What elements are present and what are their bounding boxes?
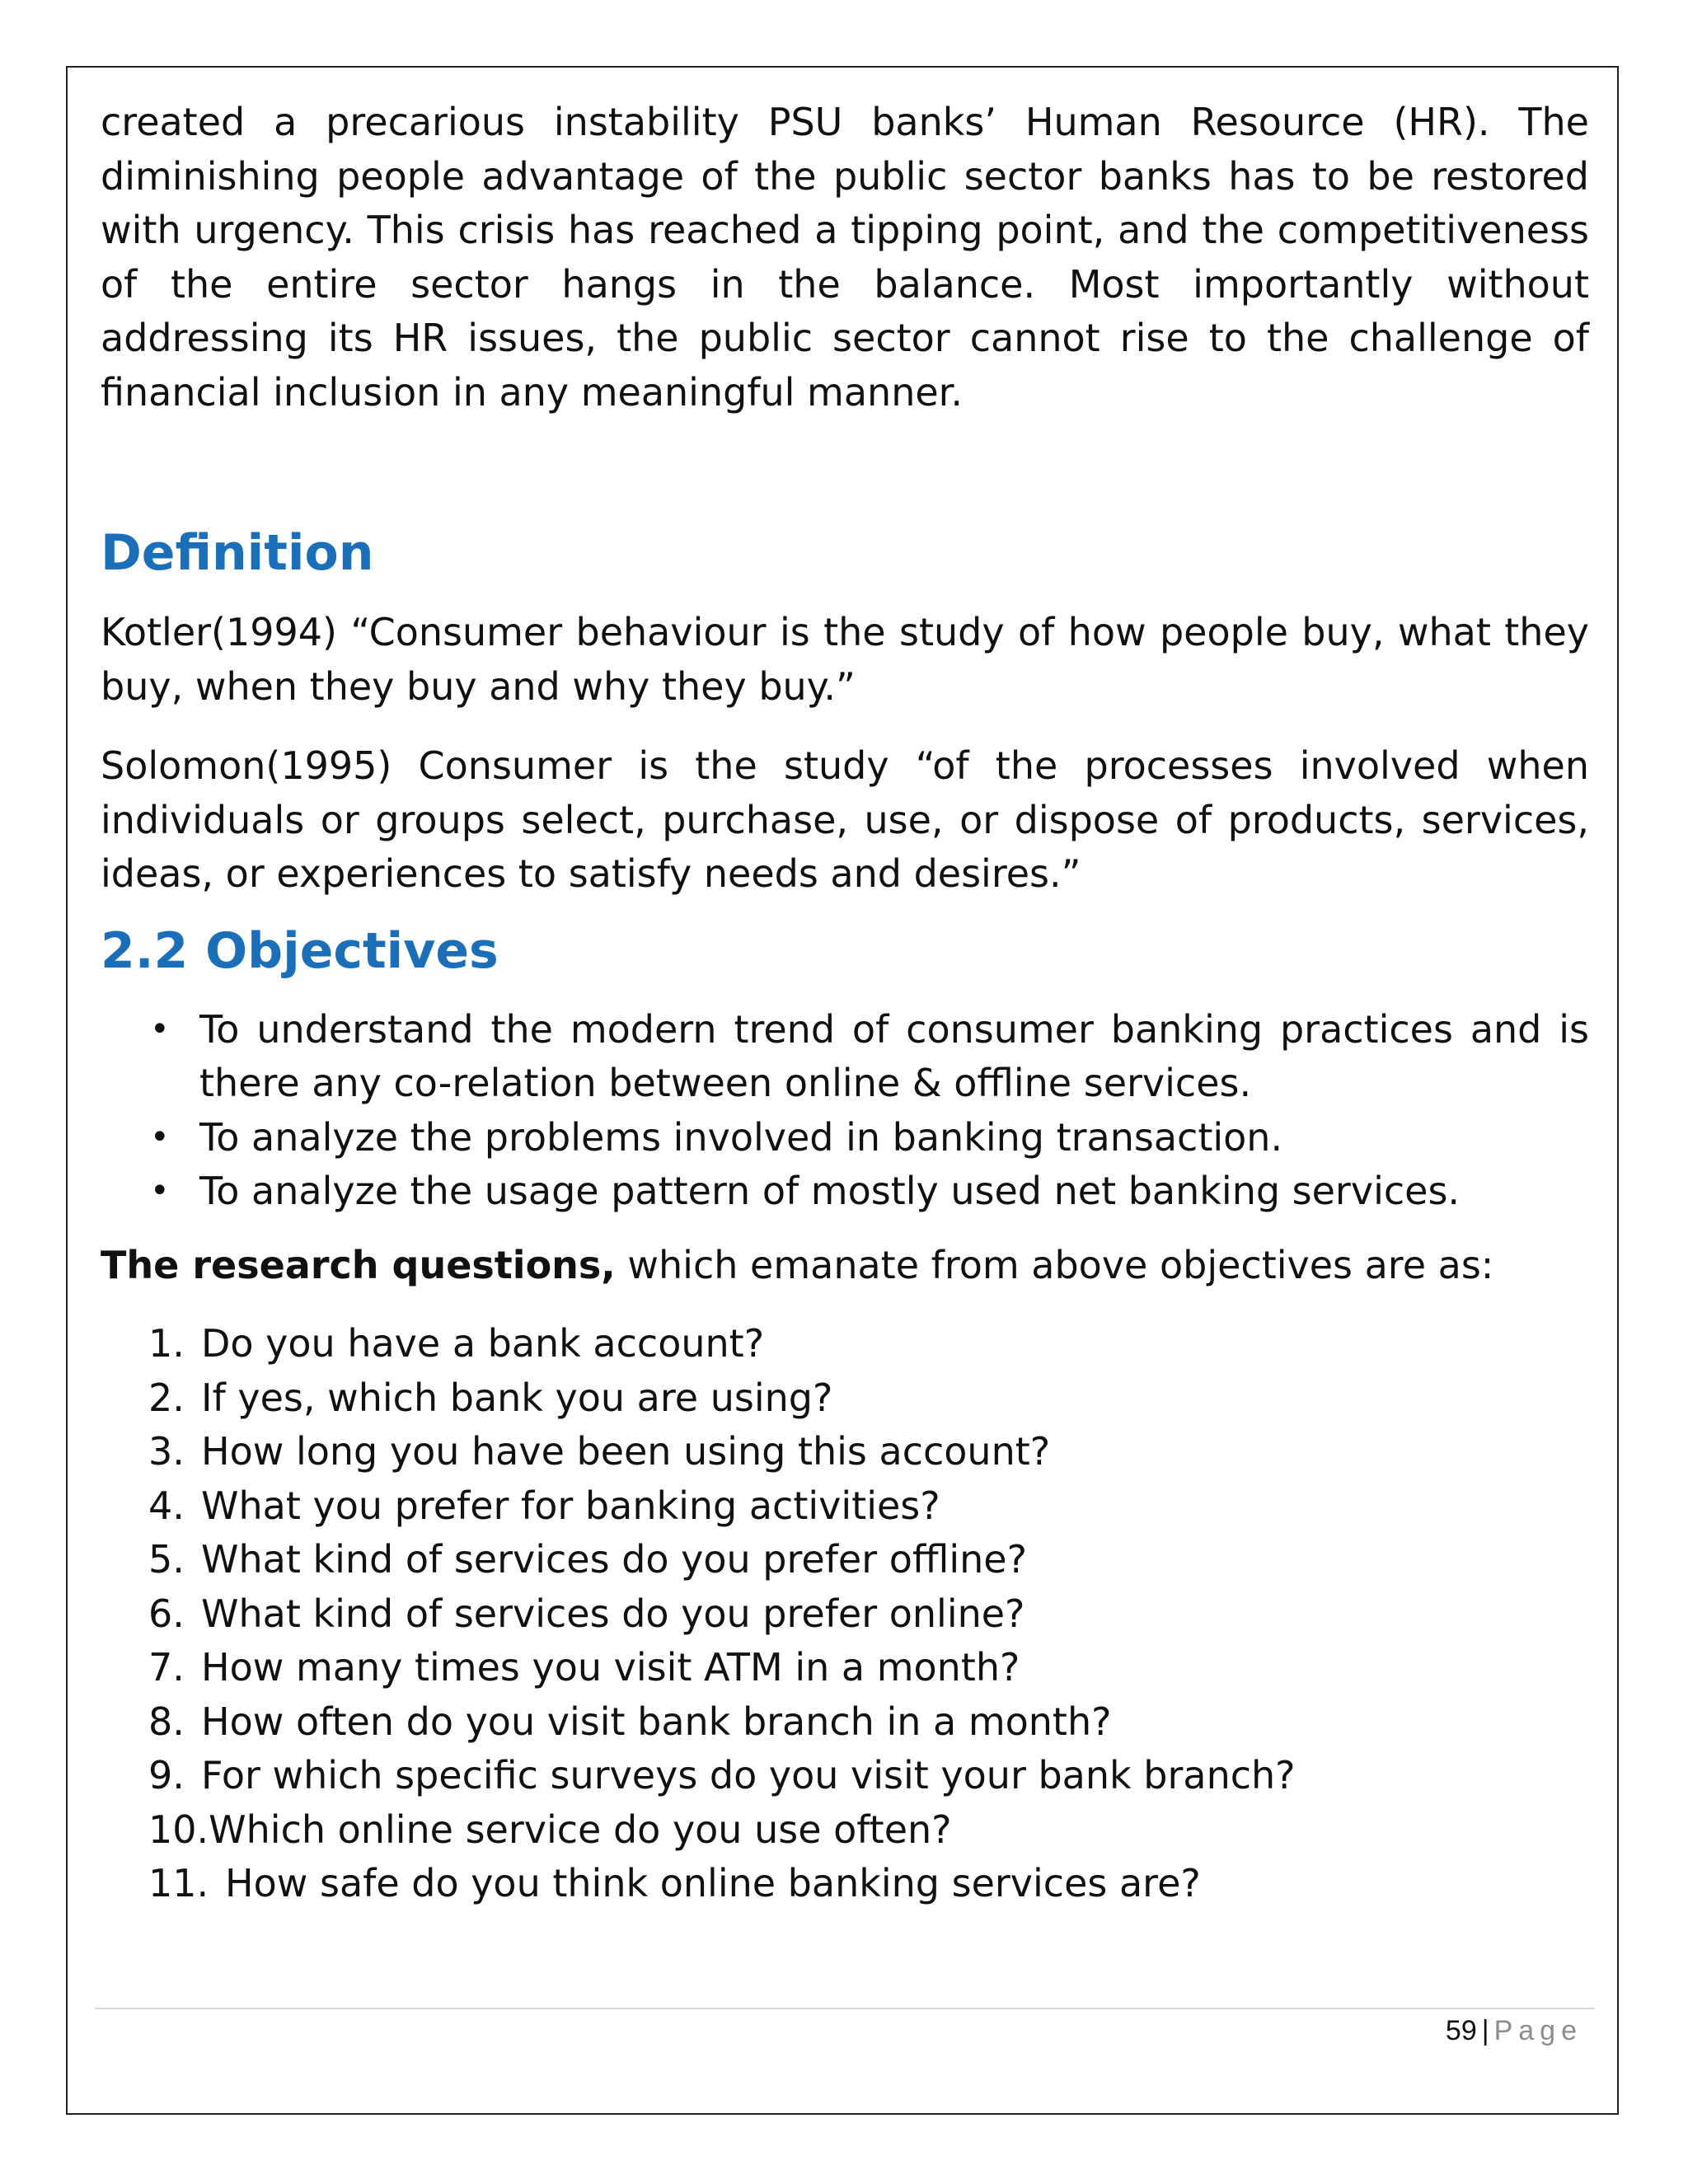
question-text: How safe do you think online banking services are?: [225, 1861, 1201, 1905]
objective-text: To analyze the usage pattern of mostly used net banking services.: [199, 1169, 1461, 1213]
question-text: How long you have been using this account?: [201, 1429, 1051, 1474]
page-footer: [1446, 2011, 1582, 2050]
question-text: For which specific surveys do you visit your bank branch?: [201, 1753, 1296, 1797]
question-text: What kind of services do you prefer offline?: [201, 1537, 1028, 1582]
objective-item: [101, 1003, 1589, 1111]
page-label: Page: [1493, 2015, 1582, 2046]
bullet-icon: •: [150, 1172, 170, 1210]
research-questions-bold: The research questions,: [101, 1242, 616, 1287]
question-number: 11.: [148, 1861, 209, 1905]
question-text: What kind of services do you prefer online?: [201, 1591, 1025, 1636]
question-number: 7.: [148, 1645, 185, 1690]
question-item: [101, 1641, 1589, 1695]
question-item: [101, 1371, 1589, 1426]
question-item: [101, 1533, 1589, 1587]
question-number: 9.: [148, 1753, 185, 1797]
question-item: [101, 1803, 1589, 1858]
question-text: Which online service do you use often?: [209, 1807, 952, 1852]
objective-item: [101, 1111, 1589, 1165]
intro-paragraph: created a precarious instability PSU banks’ Human Resource (HR). The diminishing people advantage of the public sector banks has to be restored with urgency. This crisis has reached a tipping point, and the competitiveness of the entire sector hangs in the balance. Most importantly without addressing its HR issues, the public sector cannot rise to the challenge of financial inclusion in any meaningful manner.: [101, 100, 1589, 415]
question-number: 6.: [148, 1591, 185, 1636]
question-number: 5.: [148, 1537, 185, 1582]
research-questions-rest: which emanate from above objectives are as:: [615, 1242, 1494, 1287]
question-item: [101, 1695, 1589, 1750]
research-questions-lead: [101, 1239, 1589, 1293]
question-number: 4.: [148, 1483, 185, 1528]
question-number: 3.: [148, 1429, 185, 1474]
objectives-heading: 2.2 Objectives: [101, 921, 499, 980]
bullet-icon: •: [150, 1118, 170, 1156]
objectives-list: [101, 1003, 1589, 1219]
question-item: [101, 1857, 1589, 1911]
question-item: [101, 1317, 1589, 1371]
solomon-definition: Solomon(1995) Consumer is the study “of the processes involved when individuals or groups select, purchase, use, or dispose of products, services, ideas, or experiences to satisfy needs and desires.”: [101, 743, 1589, 896]
question-number: 8.: [148, 1699, 185, 1744]
question-number: 10.: [148, 1807, 209, 1852]
question-number: 2.: [148, 1375, 185, 1420]
objective-text: To analyze the problems involved in banking transaction.: [199, 1114, 1283, 1160]
question-text: Do you have a bank account?: [201, 1321, 765, 1366]
question-item: [101, 1425, 1589, 1479]
question-text: How often do you visit bank branch in a month?: [201, 1699, 1112, 1744]
page-number: 59: [1445, 2015, 1477, 2046]
question-number: 1.: [148, 1321, 185, 1366]
definition-heading: Definition: [101, 524, 374, 582]
bullet-icon: •: [150, 1010, 170, 1048]
objective-item: [101, 1165, 1589, 1219]
objective-text: To understand the modern trend of consumer banking practices and is there any co-relation between online & offline services.: [199, 1006, 1589, 1105]
research-questions-list: [101, 1317, 1589, 1911]
question-item: [101, 1749, 1589, 1803]
question-item: [101, 1587, 1589, 1642]
footer-separator: |: [1481, 2015, 1489, 2046]
question-text: What you prefer for banking activities?: [201, 1483, 940, 1528]
question-item: [101, 1479, 1589, 1534]
page-content: [101, 96, 1589, 1911]
footer-divider: [95, 2008, 1595, 2009]
kotler-definition: Kotler(1994) “Consumer behaviour is the study of how people buy, what they buy, when they buy and why they buy.”: [101, 610, 1589, 709]
question-text: If yes, which bank you are using?: [201, 1375, 833, 1420]
question-text: How many times you visit ATM in a month?: [201, 1645, 1020, 1690]
